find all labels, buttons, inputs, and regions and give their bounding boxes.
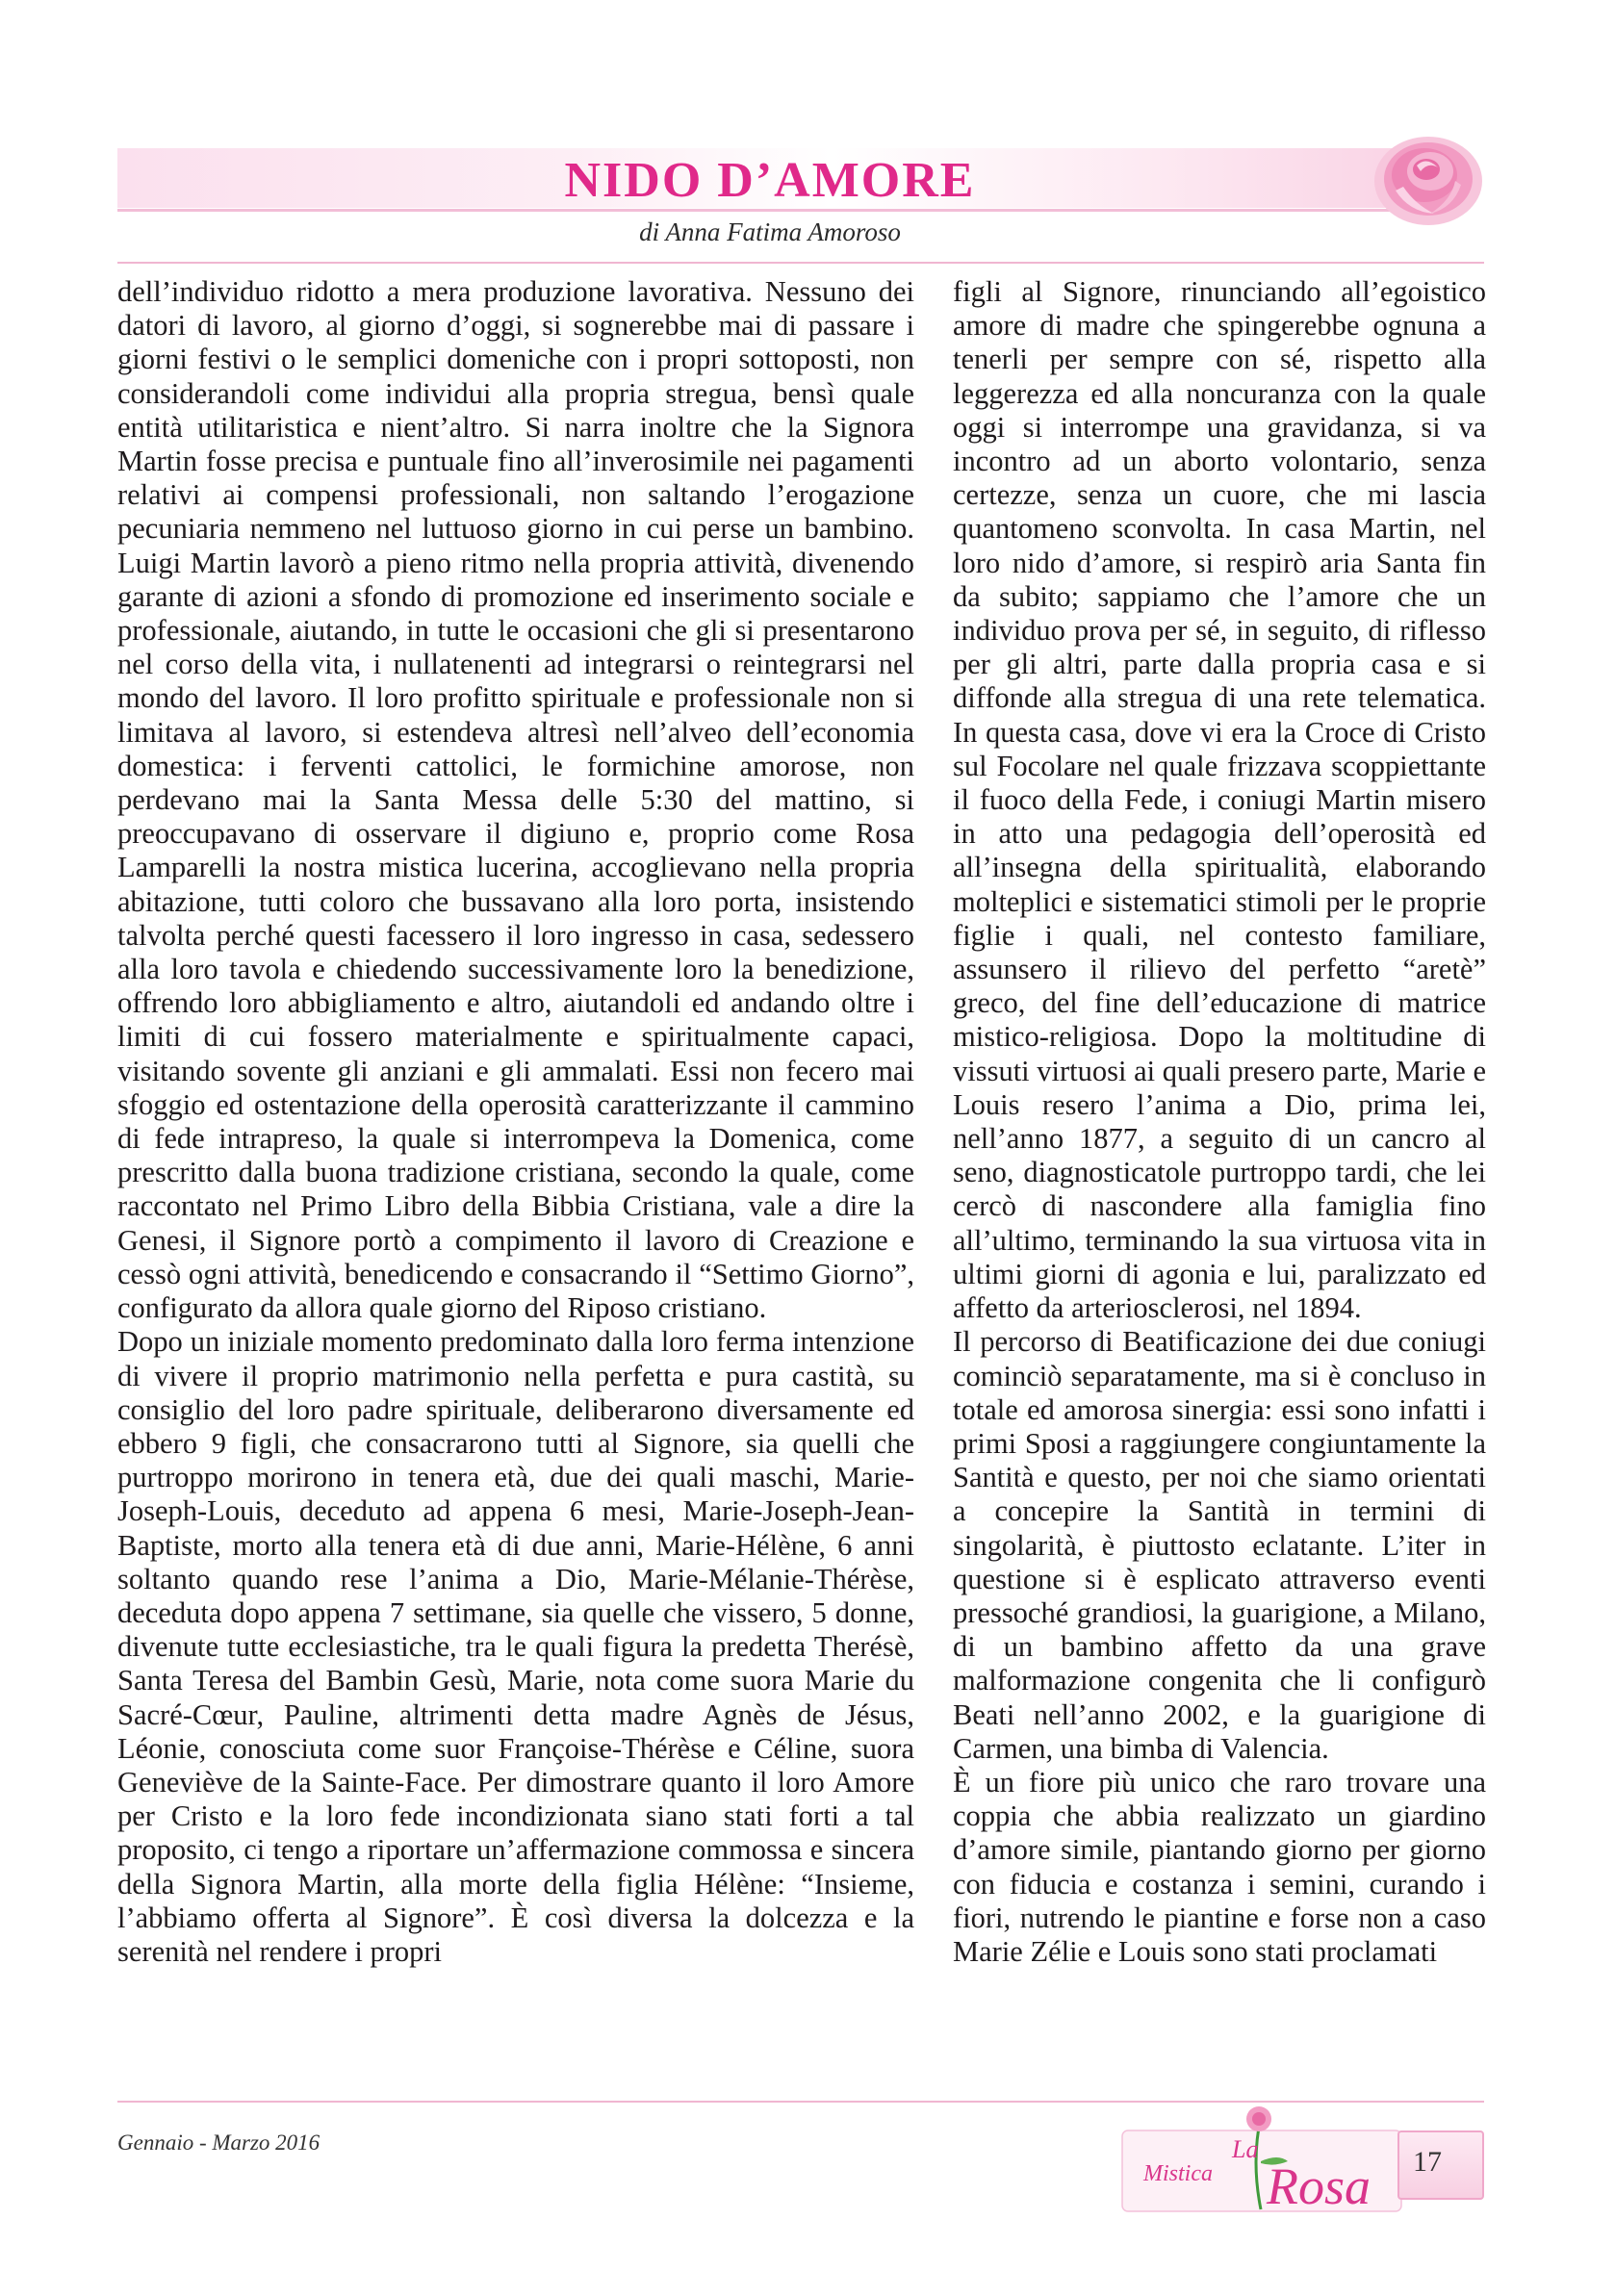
paragraph: dell’individuo ridotto a mera produzione lavorativa. Nessuno dei datori di lavoro, al giorno d’oggi, si sognerebbe mai di passare i giorni festivi o le semplici domeniche con i propri sottoposti, non considerandoli come individui alla propria stregua, bensì quale entità utilitaristica e nient’altro. Si narra inoltre che la Signora Martin fosse precisa e puntuale fino all’inverosimile nei pagamenti relativi ai compensi professionali, non saltando l’erogazione pecuniaria nemmeno nel luttuoso giorno in cui perse un bambino. Luigi Martin lavorò a pieno ritmo nella propria attività, divenendo garante di azioni a sfondo di promozione ed inserimento sociale e professionale, aiutando, in tutte le occasioni che gli si presentarono nel corso della vita, i nullatenenti ad integrarsi o reintegrarsi nel mondo del lavoro. Il loro profitto spirituale e professionale non si limitava al lavoro, si estendeva altresì nell’alveo dell’economia domestica: i ferventi cattolici, le formichine amorose, non perdevano mai la Santa Messa delle 5:30 del mattino, si preoccupavano di osservare il digiuno e, proprio come Rosa Lamparelli la nostra mistica lucerina, accoglievano nella propria abitazione, tutti coloro che bussavano alla loro porta, insistendo talvolta perché questi facessero il loro ingresso in casa, sedessero alla loro tavola e chiedendo successivamente loro la benedizione, offrendo loro abbigliamento e altro, aiutandoli ed andando oltre i limiti di cui fossero materialmente e spiritualmente capaci, visitando sovente gli anziani e gli ammalati. Essi non fecero mai sfoggio ed ostentazione della operosità caratterizzante il cammino di fede intrapreso, la quale si interrompeva la Domenica, come prescritto dalla buona tradizione cristiana, secondo la quale, come raccontato nel Primo Libro della Bibbia Cristiana, vale a dire la Genesi, il Signore portò a compimento il lavoro di Creazione e cessò ogni attività, benedicendo e consacrando il “Settimo Giorno”, configurato da allora quale giorno del Riposo cristiano. — [117, 275, 914, 1325]
magazine-logo — [1116, 2104, 1405, 2219]
rose-icon — [1367, 123, 1490, 231]
paragraph: Il percorso di Beatificazione dei due coniugi cominciò separatamente, ma si è concluso in totale ed amorosa sinergia: essi sono infatti i primi Sposi a raggiungere congiuntamente la Santità e questo, per noi che siamo orientati a concepire la Santità in termini di singolarità, è piuttosto eclatante. L’iter in questione si è esplicato attraverso eventi pressoché grandiosi, la guarigione, a Milano, di un bambino affetto da una grave malformazione congenita che li configurò Beati nell’anno 2002, e la guarigione di Carmen, una bimba di Valencia. — [953, 1325, 1486, 1765]
svg-text:Rosa: Rosa — [1267, 2157, 1371, 2215]
article-title: NIDO D’AMORE — [564, 153, 976, 208]
article-column-left — [117, 275, 914, 1969]
bottom-divider — [117, 2101, 1484, 2103]
paragraph: Dopo un iniziale momento predominato dalla loro ferma intenzione di vivere il proprio matrimonio nella perfetta e pura castità, su consiglio del loro padre spirituale, deliberarono diversamente ed ebbero 9 figli, che consacrarono tutti al Signore, sia quelli che purtroppo morirono in tenera età, due dei quali maschi, Marie-Joseph-Louis, deceduto ad appena 6 mesi, Marie-Joseph-Jean-Baptiste, morto alla tenera età di due anni, Marie-Hélène, 6 anni soltanto quando rese l’anima a Dio, Marie-Mélanie-Thérèse, deceduta dopo appena 7 settimane, sia quelle che vissero, 5 donne, divenute tutte ecclesiastiche, tra le quali figura la predetta Therésè, Santa Teresa del Bambin Gesù, Marie, nota come suora Marie du Sacré-Cœur, Pauline, altrimenti detta madre Agnès de Jésus, Léonie, conosciuta come suor Françoise-Thérèse e Céline, suora Geneviève de la Sainte-Face. Per dimostrare quanto il loro Amore per Cristo e la loro fede incondizionata siano stati forti a tal proposito, ci tengo a riportare un’affermazione commossa e sincera della Signora Martin, alla morte della figlia Hélène: “Insieme, l’abbiamo offerta al Signore”. È così diversa la dolcezza e la serenità nel rendere i propri — [117, 1325, 914, 1968]
article-column-right — [953, 275, 1486, 1969]
top-divider — [117, 262, 1484, 264]
paragraph: figli al Signore, rinunciando all’egoistico amore di madre che spingerebbe ognuna a tenerli per sempre con sé, rispetto alla leggerezza ed alla noncuranza con la quale oggi si interrompe una gravidanza, si va incontro ad un aborto volontario, senza certezze, senza un cuore, che mi lascia quantomeno sconvolta. In casa Martin, nel loro nido d’amore, si respirò aria Santa fin da subito; sappiamo che l’amore che un individuo prova per sé, in seguito, di riflesso per gli altri, parte dalla propria casa e si diffonde alla stregua di una rete telematica. In questa casa, dove vi era la Croce di Cristo sul Focolare nel quale frizzava scoppiettante il fuoco della Fede, i coniugi Martin misero in atto una pedagogia dell’operosità ed all’insegna della spiritualità, elaborando molteplici e sistematici stimoli per le proprie figlie i quali, nel contesto familiare, assunsero il rilievo del perfetto “aretè” greco, del fine dell’educazione di matrice mistico-religiosa. Dopo la moltitudine di vissuti virtuosi ai quali presero parte, Marie e Louis resero l’anima a Dio, prima lei, nell’anno 1877, a seguito di un cancro al seno, diagnosticatole purtroppo tardi, che lei cercò di nascondere alla famiglia fino all’ultimo, terminando la sua virtuosa vita in ultimi giorni di agonia e lui, paralizzato ed affetto da arteriosclerosi, nel 1894. — [953, 275, 1486, 1325]
page-number: 17 — [1413, 2146, 1442, 2178]
author-byline: di Anna Fatima Amoroso — [639, 217, 901, 246]
issue-date: Gennaio - Marzo 2016 — [117, 2130, 320, 2155]
paragraph: È un fiore più unico che raro trovare una coppia che abbia realizzato un giardino d’amore simile, piantando giorno per giorno con fiducia e costanza i semini, curando i fiori, nutrendo le piantine e forse non a caso Marie Zélie e Louis sono stati proclamati — [953, 1765, 1486, 1968]
svg-text:La: La — [1232, 2135, 1259, 2163]
svg-text:Mistica: Mistica — [1143, 2161, 1213, 2186]
